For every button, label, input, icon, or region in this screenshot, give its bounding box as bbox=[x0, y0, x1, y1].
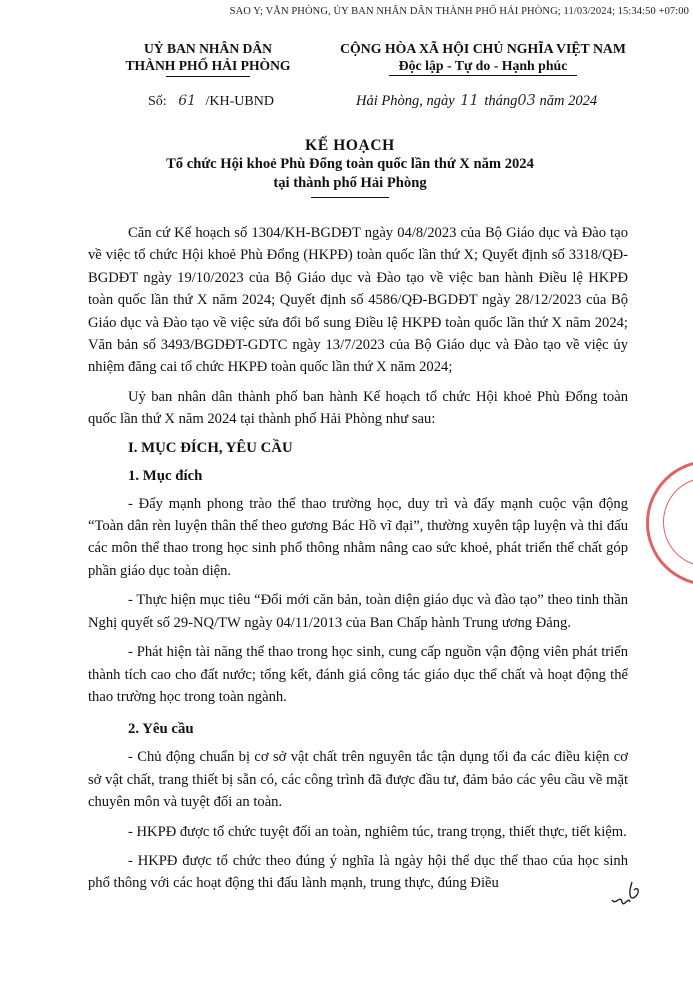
title-line-1: KẾ HOẠCH bbox=[305, 137, 395, 154]
red-seal-stamp bbox=[646, 460, 693, 586]
issuing-authority bbox=[108, 40, 308, 77]
basis-paragraph: Căn cứ Kế hoạch số 1304/KH-BGDĐT ngày 04/8/2023 của Bộ Giáo dục và Đào tạo về việc tổ chức Hội khoẻ Phù Đổng (HKPĐ) toàn quốc lần thứ X; Quyết định số 3318/QĐ-BGDĐT ngày 19/10/2023 của Bộ Giáo dục và Đào tạo về việc ban hành Điều lệ HKPĐ toàn quốc lần thứ X năm 2024; Quyết định số 4586/QĐ-BGDĐT ngày 28/12/2023 của Bộ Giáo dục và Đào tạo về việc sửa đổi bổ sung Điều lệ HKPĐ toàn quốc lần thứ X năm 2024; Văn bản số 3493/BGDĐT-GDTC ngày 13/7/2023 của Bộ Giáo dục và Đào tạo về việc ủy nhiệm đăng cai tổ chức HKPĐ toàn quốc lần thứ X năm 2024; bbox=[88, 225, 628, 376]
digital-copy-stamp-line: SAO Y; VĂN PHÒNG, ỦY BAN NHÂN DÂN THÀNH PHỐ HẢI PHÒNG; 11/03/2024; 15:34:50 +07:00 bbox=[229, 6, 689, 17]
intro-paragraph: Uỷ ban nhân dân thành phố ban hành Kế hoạch tổ chức Hội khoẻ Phù Đổng toàn quốc lần thứ X năm 2024 tại thành phố Hải Phòng như sau: bbox=[88, 388, 628, 428]
subheading-purpose: 1. Mục đích bbox=[128, 467, 203, 484]
date-month-label: tháng bbox=[484, 93, 518, 109]
requirement-item-3: - HKPĐ được tổ chức theo đúng ý nghĩa là ngày hội thể dục thể thao của học sinh phổ thông với các hoạt động thi đấu lành mạnh, trung thực, đúng Điều bbox=[88, 852, 628, 892]
date-month: 03 bbox=[517, 93, 536, 109]
seal-inner-ring bbox=[663, 477, 693, 567]
date-year: năm 2024 bbox=[539, 93, 598, 109]
section-heading-purpose-requirements: I. MỤC ĐÍCH, YÊU CẦU bbox=[128, 439, 293, 456]
date-prefix: Hải Phòng, ngày bbox=[356, 93, 455, 109]
purpose-item-2: - Thực hiện mục tiêu “Đổi mới căn bản, toàn diện giáo dục và đào tạo” theo tinh thần Nghị quyết số 29-NQ/TW ngày 04/11/2013 của Ban Chấp hành Trung ương Đảng. bbox=[88, 592, 628, 631]
doc-no-prefix: Số: bbox=[148, 94, 167, 109]
title-line-3: tại thành phố Hải Phòng bbox=[273, 175, 427, 191]
initials-signature-icon bbox=[608, 872, 644, 912]
title-line-2: Tổ chức Hội khoẻ Phù Đổng toàn quốc lần thứ X năm 2024 bbox=[166, 156, 534, 172]
motto-underline bbox=[389, 75, 577, 76]
requirement-item-2: - HKPĐ được tổ chức tuyệt đối an toàn, nghiêm túc, trang trọng, thiết thực, tiết kiệm. bbox=[128, 823, 627, 840]
national-motto bbox=[318, 40, 648, 76]
nation-line-2: Độc lập - Tự do - Hạnh phúc bbox=[398, 58, 568, 73]
subheading-requirements: 2. Yêu cầu bbox=[128, 721, 194, 738]
document-title bbox=[90, 136, 610, 198]
org-line-1: UỶ BAN NHÂN DÂN bbox=[143, 41, 272, 56]
org-underline bbox=[166, 76, 250, 77]
purpose-item-3: - Phát hiện tài năng thể thao trong học sinh, cung cấp nguồn vận động viên phát triển thành tích cao cho đất nước; tổng kết, đánh giá công tác giáo dục thể chất và hoạt động thể thao trường học trong toàn ngành. bbox=[88, 644, 628, 705]
nation-line-1: CỘNG HÒA XÃ HỘI CHỦ NGHĨA VIỆT NAM bbox=[340, 41, 626, 56]
place-and-date bbox=[356, 93, 597, 110]
doc-no-suffix: /KH-UBND bbox=[205, 94, 274, 109]
date-day: 11 bbox=[460, 93, 479, 109]
doc-no-handwritten: 61 bbox=[178, 93, 197, 109]
org-line-2: THÀNH PHỐ HẢI PHÒNG bbox=[125, 58, 291, 73]
purpose-item-1: - Đẩy mạnh phong trào thể thao trường học, duy trì và đẩy mạnh cuộc vận động “Toàn dân rèn luyện thân thể theo gương Bác Hồ vĩ đại”, thường xuyên tập luyện và thi đấu các môn thể thao trong học sinh phổ thông nhằm nâng cao sức khoẻ, phát triển thể chất góp phần giáo dục toàn diện. bbox=[88, 495, 628, 579]
title-underline bbox=[311, 197, 389, 198]
document-number bbox=[148, 93, 274, 110]
requirement-item-1: - Chủ động chuẩn bị cơ sở vật chất trên nguyên tắc tận dụng tối đa các điều kiện cơ sở vật chất, trang thiết bị sẵn có, các công trình đã được đầu tư, đảm bảo các yêu cầu về mặt chuyên môn và tuyệt đối an toàn. bbox=[88, 749, 628, 811]
document-body bbox=[88, 222, 628, 895]
